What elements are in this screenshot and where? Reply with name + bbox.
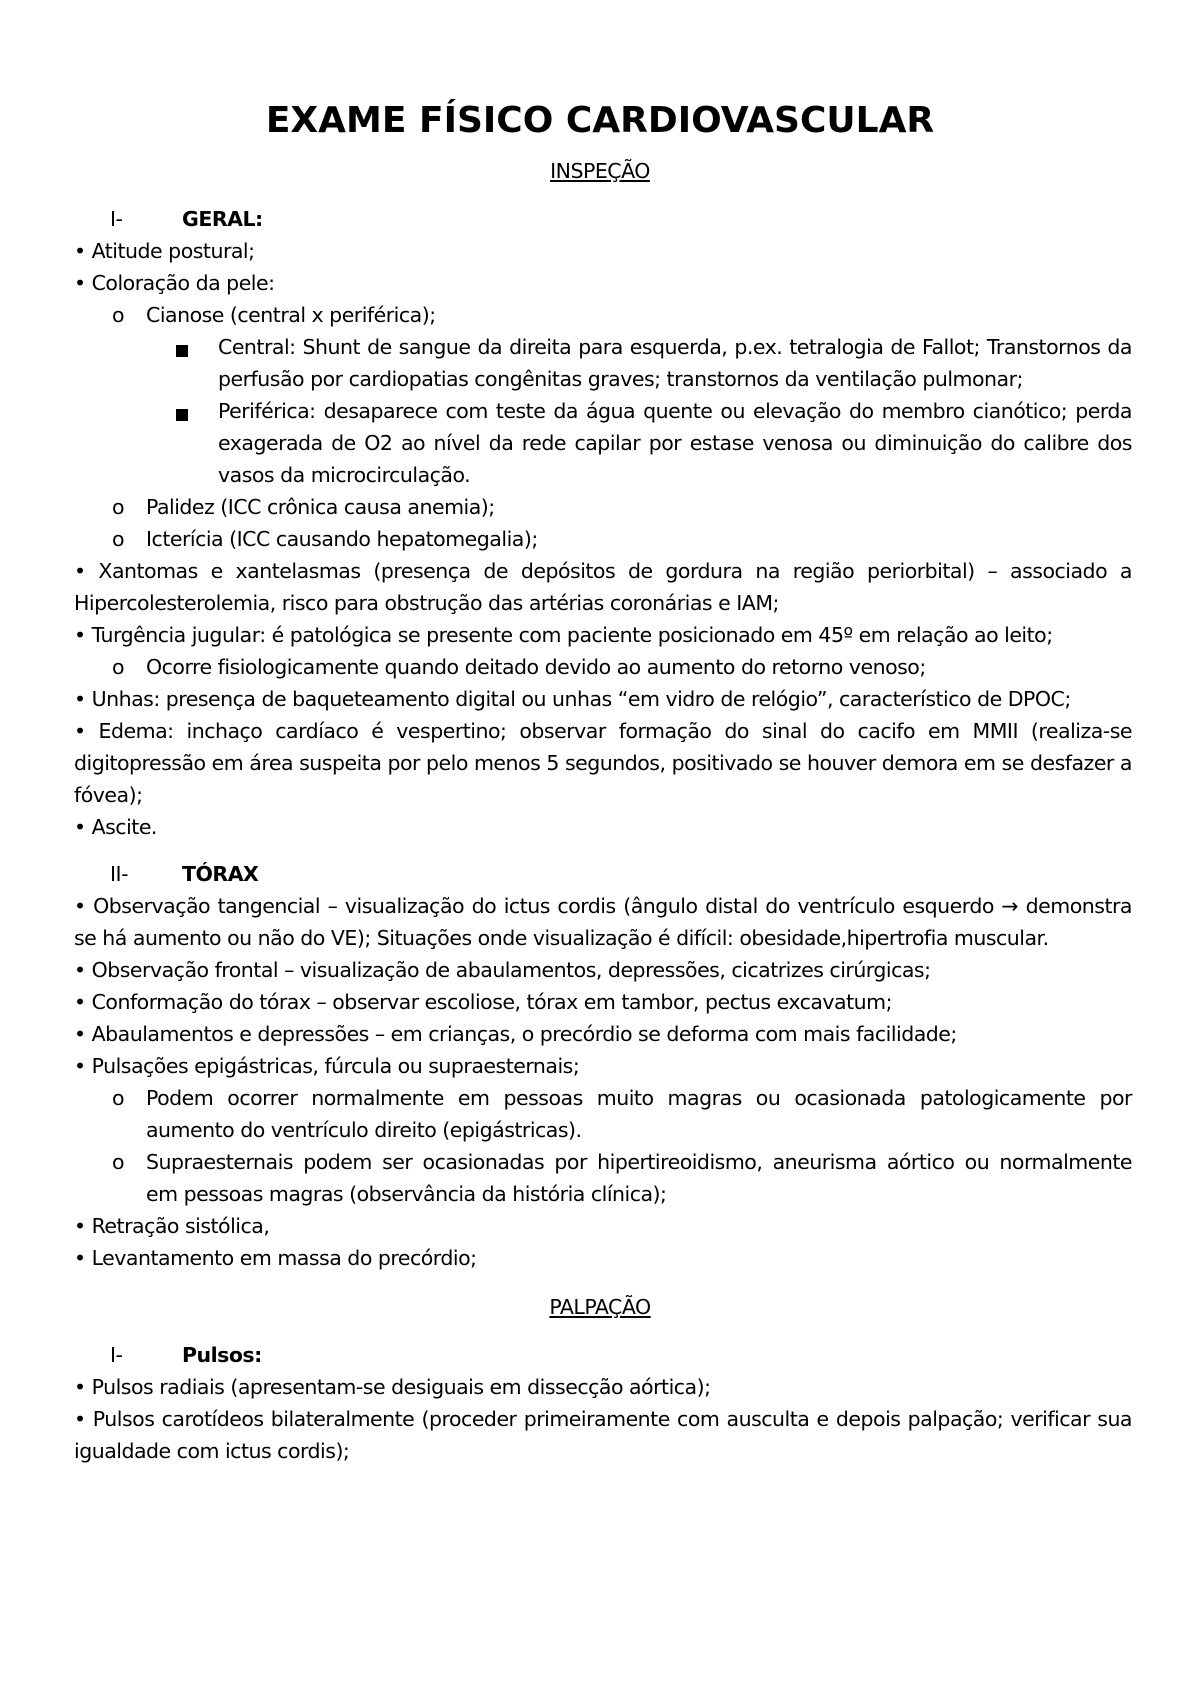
list-item: • Coloração da pele: bbox=[74, 271, 275, 295]
subheading-torax: TÓRAX bbox=[182, 862, 259, 886]
list-item-continuation: aumento do ventrículo direito (epigástricas). bbox=[146, 1118, 582, 1142]
list-item: • Edema: inchaço cardíaco é vespertino; observar formação do sinal do cacifo em MMII (realiza-se bbox=[74, 719, 1132, 743]
list-item: Icterícia (ICC causando hepatomegalia); bbox=[146, 527, 538, 551]
list-item: Central: Shunt de sangue da direita para esquerda, p.ex. tetralogia de Fallot; Transtornos da bbox=[218, 335, 1132, 359]
list-item: Podem ocorrer normalmente em pessoas muito magras ou ocasionada patologicamente por bbox=[146, 1086, 1132, 1110]
list-item: • Unhas: presença de baqueteamento digital ou unhas “em vidro de relógio”, característico de DPOC; bbox=[74, 687, 1071, 711]
list-item-continuation: perfusão por cardiopatias congênitas graves; transtornos da ventilação pulmonar; bbox=[218, 367, 1023, 391]
list-item: • Levantamento em massa do precórdio; bbox=[74, 1246, 477, 1270]
list-item-continuation: vasos da microcirculação. bbox=[218, 463, 471, 487]
circle-bullet: o bbox=[111, 1086, 125, 1110]
numeral-geral: I- bbox=[110, 207, 123, 231]
section-heading-palpacao: PALPAÇÃO bbox=[549, 1295, 651, 1319]
list-item: Periférica: desaparece com teste da água quente ou elevação do membro cianótico; perda bbox=[218, 399, 1132, 423]
numeral-torax: II- bbox=[110, 862, 128, 886]
list-item: Ocorre fisiologicamente quando deitado devido ao aumento do retorno venoso; bbox=[146, 655, 926, 679]
list-item: Palidez (ICC crônica causa anemia); bbox=[146, 495, 495, 519]
circle-bullet: o bbox=[111, 655, 125, 679]
list-item-continuation: Hipercolesterolemia, risco para obstrução das artérias coronárias e IAM; bbox=[74, 591, 779, 615]
circle-bullet: o bbox=[111, 527, 125, 551]
list-item-continuation: exagerada de O2 ao nível da rede capilar por estase venosa ou diminuição do calibre dos bbox=[218, 431, 1132, 455]
square-bullet-icon bbox=[176, 345, 188, 357]
list-item-continuation: fóvea); bbox=[74, 783, 143, 807]
list-item: • Pulsos radiais (apresentam-se desiguais em dissecção aórtica); bbox=[74, 1375, 711, 1399]
list-item-continuation: se há aumento ou não do VE); Situações onde visualização é difícil: obesidade,hipertrofia muscular. bbox=[74, 926, 1049, 950]
list-item-continuation: igualdade com ictus cordis); bbox=[74, 1439, 350, 1463]
numeral-pulsos: I- bbox=[110, 1343, 123, 1367]
list-item-continuation: em pessoas magras (observância da história clínica); bbox=[146, 1182, 667, 1206]
list-item: • Observação tangencial – visualização do ictus cordis (ângulo distal do ventrículo esquerdo → demonstra bbox=[74, 894, 1132, 918]
list-item: • Ascite. bbox=[74, 815, 157, 839]
subheading-geral: GERAL: bbox=[182, 207, 263, 231]
list-item: • Xantomas e xantelasmas (presença de depósitos de gordura na região periorbital) – associado a bbox=[74, 559, 1132, 583]
square-bullet-icon bbox=[176, 409, 188, 421]
list-item: • Pulsos carotídeos bilateralmente (proceder primeiramente com ausculta e depois palpação; verificar sua bbox=[74, 1407, 1132, 1431]
list-item: • Observação frontal – visualização de abaulamentos, depressões, cicatrizes cirúrgicas; bbox=[74, 958, 931, 982]
subheading-pulsos: Pulsos: bbox=[182, 1343, 262, 1367]
list-item: Cianose (central x periférica); bbox=[146, 303, 436, 327]
list-item: • Atitude postural; bbox=[74, 239, 255, 263]
circle-bullet: o bbox=[111, 495, 125, 519]
list-item: Supraesternais podem ser ocasionadas por hipertireoidismo, aneurisma aórtico ou normalmente bbox=[146, 1150, 1132, 1174]
document-title: EXAME FÍSICO CARDIOVASCULAR bbox=[265, 100, 935, 141]
section-heading-inspecao: INSPEÇÃO bbox=[550, 159, 650, 183]
list-item: • Pulsações epigástricas, fúrcula ou supraesternais; bbox=[74, 1054, 580, 1078]
list-item: • Retração sistólica, bbox=[74, 1214, 270, 1238]
circle-bullet: o bbox=[111, 1150, 125, 1174]
circle-bullet: o bbox=[111, 303, 125, 327]
list-item: • Turgência jugular: é patológica se presente com paciente posicionado em 45º em relação ao leito; bbox=[74, 623, 1053, 647]
list-item: • Abaulamentos e depressões – em crianças, o precórdio se deforma com mais facilidade; bbox=[74, 1022, 957, 1046]
list-item: • Conformação do tórax – observar escoliose, tórax em tambor, pectus excavatum; bbox=[74, 990, 893, 1014]
list-item-continuation: digitopressão em área suspeita por pelo menos 5 segundos, positivado se houver demora em se desfazer a bbox=[74, 751, 1132, 775]
